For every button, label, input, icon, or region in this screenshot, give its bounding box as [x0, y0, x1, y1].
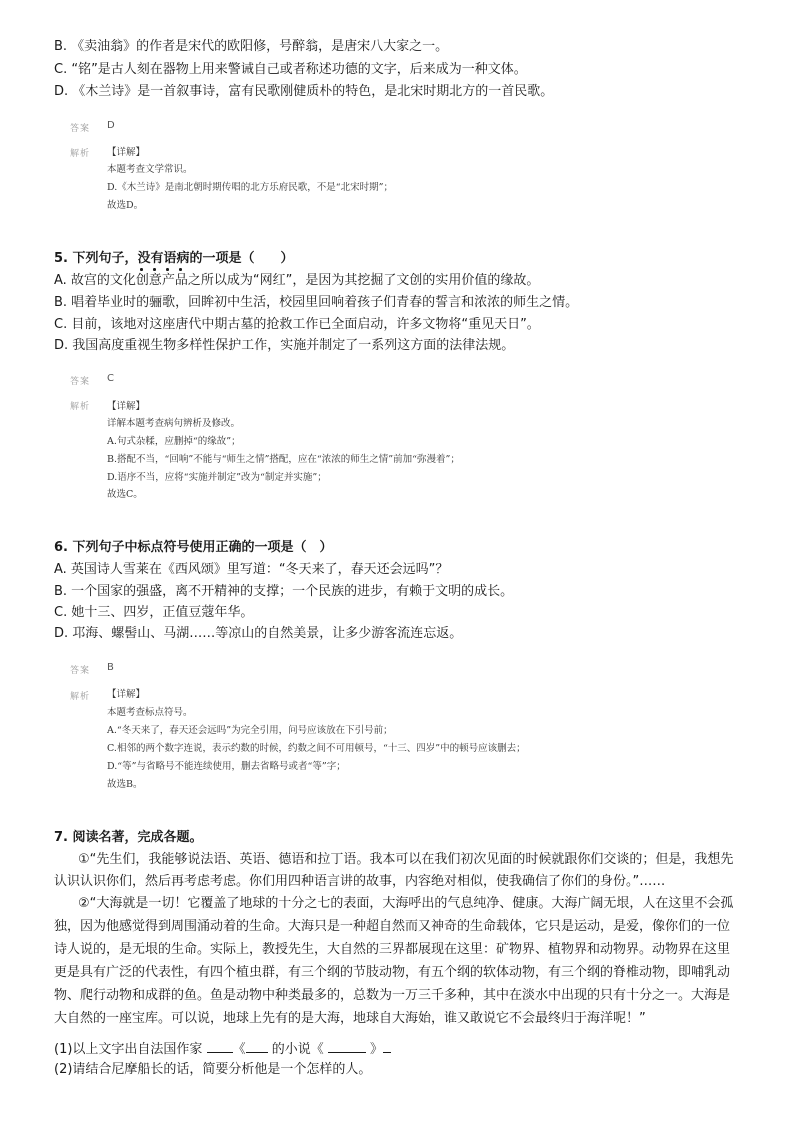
analysis-line: C.相邻的两个数字连说，表示约数的时候，约数之间不可用顿号，“十三、四岁”中的顿号应该删去； — [107, 743, 526, 754]
q4-option-d: D. 《木兰诗》是一首叙事诗，富有民歌刚健质朴的特色，是北宋时期北方的一首民歌。 — [54, 84, 554, 99]
passage-line: ②“大海就是一切！它覆盖了地球的十分之七的表面，大海呼出的气息纯净、健康。大海广阔无垠，人在这里不会孤 — [78, 896, 734, 911]
q7-title: 7. 阅读名著，完成各题。 — [54, 830, 203, 845]
q4-option-c: C. “铭”是古人刻在器物上用来警诫自己或者称述功德的文字，后来成为一种文体。 — [54, 62, 527, 77]
q4-analysis-label: 解析 — [70, 149, 91, 159]
emphasis-dot — [140, 268, 143, 271]
passage-line: ①“先生们，我能够说法语、英语、德语和拉丁语。我本可以在我们初次见面的时候就跟你们交谈的；但是，我想先 — [78, 852, 734, 867]
q5-option-c: C. 目前，该地对这座唐代中期古墓的抢救工作已全面启动，许多文物将“重见天日”。 — [54, 317, 540, 332]
analysis-line: 本题考查文学常识。 — [107, 164, 193, 175]
emphasis-dot — [179, 268, 182, 271]
q5-option-a: A. 故宫的文化创意产品之所以成为“网红”，是因为其挖掘了文创的实用价值的缘故。 — [54, 273, 540, 288]
emphasis-dot — [153, 268, 156, 271]
q7-sub-question-2: (2)请结合尼摩船长的话，简要分析他是一个怎样的人。 — [54, 1062, 372, 1077]
author-blank-2[interactable] — [246, 1040, 268, 1053]
analysis-line: 【详解】 — [107, 147, 146, 158]
novel-title-blank[interactable] — [328, 1040, 366, 1053]
q4-answer-label: 答案 — [70, 124, 91, 134]
q6-option-c: C. 她十三、四岁，正值豆蔻年华。 — [54, 605, 254, 620]
analysis-line: 【详解】 — [107, 689, 146, 700]
analysis-line: 故选B。 — [107, 779, 143, 790]
q4-option-b: B. 《卖油翁》的作者是宋代的欧阳修，号醉翁，是唐宋八大家之一。 — [54, 39, 449, 54]
q4-answer-value: D — [107, 120, 115, 131]
q6-option-d: D. 邛海、螺髻山、马湖……等凉山的自然美景，让多少游客流连忘返。 — [54, 626, 463, 641]
q5-title: 5. 下列句子，没有语病的一项是（ ） — [54, 251, 294, 266]
q6-analysis-label: 解析 — [70, 692, 91, 702]
analysis-line: D.《木兰诗》是南北朝时期传唱的北方乐府民歌，不是“北宋时期”； — [107, 182, 394, 193]
passage-line: 更是具有广泛的代表性，有四个植虫群，有三个纲的节肢动物，有五个纲的软体动物，有三个纲的脊椎动物，即哺乳动 — [54, 965, 731, 980]
q6-title: 6. 下列句子中标点符号使用正确的一项是（ ） — [54, 540, 333, 555]
emphasis-dot — [166, 268, 169, 271]
passage-line: 独，因为他感觉得到周围涌动着的生命。大海只是一种超自然而又神奇的生命载体，它只是运动，是爱，像你们的一位 — [54, 919, 731, 934]
analysis-line: 故选D。 — [107, 200, 144, 211]
analysis-line: D.语序不当，应将“实施并制定”改为“制定并实施”； — [107, 472, 327, 483]
q6-answer-label: 答案 — [70, 666, 91, 676]
passage-line: 大自然的一座宝库。可以说，地球上先有的是大海，地球自大海始，谁又敢说它不会最终归于海洋呢！” — [54, 1011, 646, 1026]
analysis-line: 【详解】 — [107, 401, 146, 412]
q5-option-d: D. 我国高度重视生物多样性保护工作，实施并制定了一系列这方面的法律法规。 — [54, 338, 515, 353]
passage-line: 认识认识你们，然后再考虑考虑。你们用四种语言讲的故事，内容绝对相似，使我确信了你们的身份。”…… — [54, 874, 666, 889]
analysis-line: D.“等”与省略号不能连续使用，删去省略号或者“等”字； — [107, 761, 346, 772]
q6-option-b: B. 一个国家的强盛，离不开精神的支撑；一个民族的进步，有赖于文明的成长。 — [54, 584, 514, 599]
passage-line: 诗人说的，是无垠的生命。实际上，教授先生，大自然的三界都展现在这里：矿物界、植物界和动物界。动物界在这里 — [54, 942, 731, 957]
analysis-line: 本题考查标点符号。 — [107, 707, 193, 718]
analysis-line: A.“冬天来了，春天还会远吗”为完全引用，问号应该放在下引号前； — [107, 725, 393, 736]
analysis-line: B.搭配不当，“回响”不能与“师生之情”搭配，应在“浓浓的师生之情”前加“弥漫着”； — [107, 454, 460, 465]
analysis-line: 故选C。 — [107, 489, 143, 500]
bracket-close: 》 — [370, 1042, 384, 1057]
bracket-open: 《 — [232, 1042, 246, 1057]
author-blank[interactable] — [207, 1040, 233, 1053]
analysis-line: 详解本题考查病句辨析及修改。 — [107, 418, 241, 429]
q7-sub-question-1 — [54, 1040, 391, 1059]
q6-answer-value: B — [107, 662, 114, 673]
q5-analysis-label: 解析 — [70, 402, 91, 412]
passage-line: 物、爬行动物和成群的鱼。鱼是动物中种类最多的，总数为一万三千多种，其中在淡水中出现的只有十分之一。大海是 — [54, 988, 731, 1003]
q5-option-b: B. 唱着毕业时的骊歌，回眸初中生活，校园里回响着孩子们青春的誓言和浓浓的师生之情。 — [54, 295, 579, 310]
q5-answer-value: C — [107, 373, 114, 384]
sub-question-1-prefix: (1)以上文字出自法国作家 — [54, 1042, 203, 1057]
q6-option-a: A. 英国诗人雪莱在《西风颂》里写道：“冬天来了，春天还会远吗”？ — [54, 562, 449, 577]
analysis-line: A.句式杂糅，应删掉“的缘故”； — [107, 436, 241, 447]
sub-question-1-mid: 的小说《 — [271, 1042, 324, 1057]
q5-answer-label: 答案 — [70, 377, 91, 387]
trailing-blank — [383, 1040, 391, 1053]
